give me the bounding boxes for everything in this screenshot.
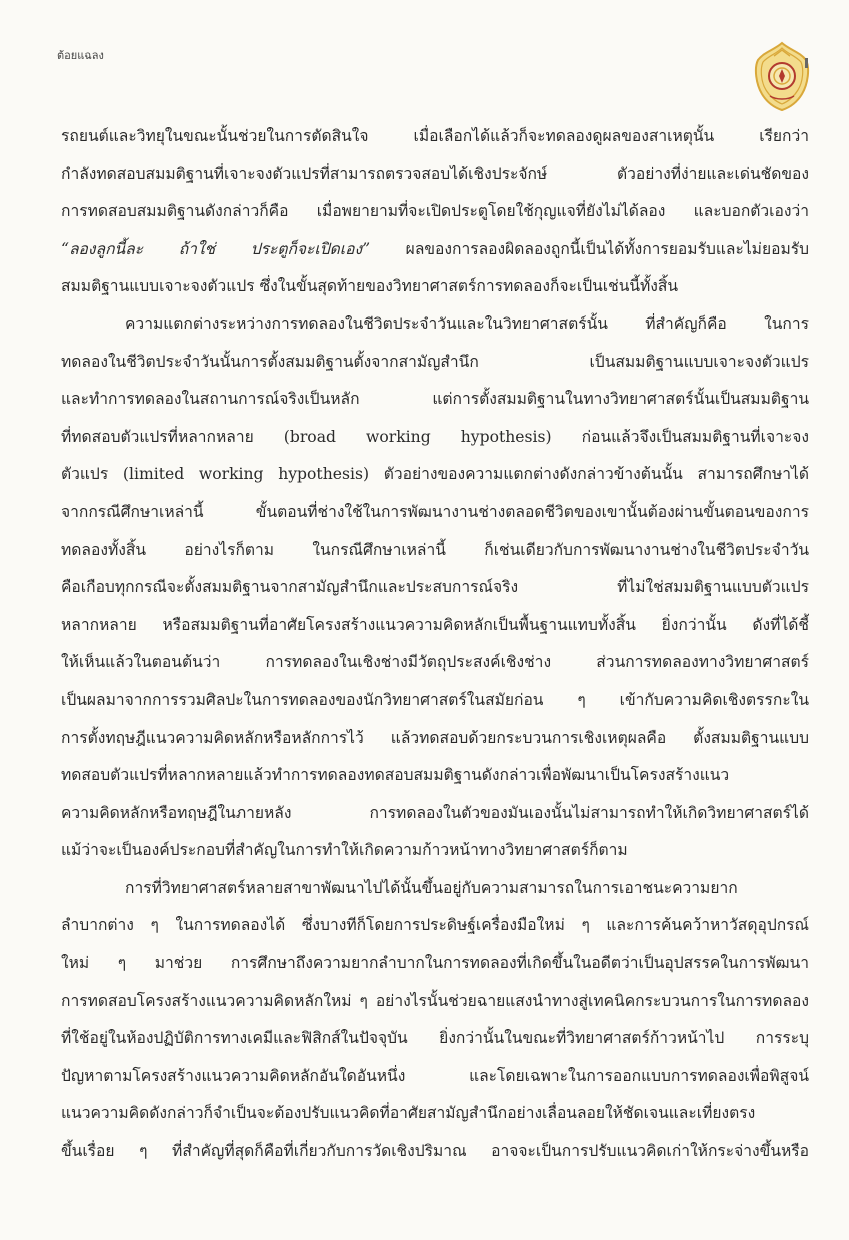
paragraph-2 [61,306,809,870]
text-line: ทดลองในชีวิตประจำวันนั้นการตั้งสมมติฐานตั้งจากสามัญสำนึก เป็นสมมติฐานแบบเจาะจงตัวแปร [61,352,809,371]
text-line: ทดสอบตัวแปรที่หลากหลายแล้วทำการทดลองทดสอบสมมติฐานดังกล่าวเพื่อพัฒนาเป็นโครงสร้างแนว [61,766,730,785]
text-line: กำลังทดสอบสมมติฐานที่เจาะจงตัวแปรที่สามารถตรวจสอบได้เชิงประจักษ์ ตัวอย่างที่ง่ายและเด่นชัดของ [61,164,809,183]
text-line: แนวความคิดดังกล่าวก็จำเป็นจะต้องปรับแนวคิดที่อาศัยสามัญสำนึกอย่างเลื่อนลอยให้ชัดเจนและเที่ยงตรง [61,1104,756,1123]
text-line: ความคิดหลักหรือทฤษฎีในภายหลัง การทดลองในตัวของมันเองนั้นไม่สามารถทำให้เกิดวิทยาศาสตร์ได้ [61,803,809,822]
paragraph-3 [61,870,809,1171]
text-line: ขึ้นเรื่อย ๆ ที่สำคัญที่สุดก็คือที่เกี่ยวกับการวัดเชิงปริมาณ อาจจะเป็นการปรับแนวคิดเก่าให้กระจ่างขึ้นหรือ [61,1142,809,1161]
text-line: รถยนต์และวิทยุในขณะนั้นช่วยในการตัดสินใจ เมื่อเลือกได้แล้วก็จะทดลองดูผลของสาเหตุนั้น เรียกว่า [61,127,809,145]
text-line: ให้เห็นแล้วในตอนต้นว่า การทดลองในเชิงช่างมีวัตถุประสงค์เชิงช่าง ส่วนการทดลองทางวิทยาศาสตร์ [61,653,809,672]
quoted-phrase: “ลองลูกนี้ละ ถ้าใช่ ประตูก็จะเปิดเอง” [61,239,371,258]
text-line: แม้ว่าจะเป็นองค์ประกอบที่สำคัญในการทำให้เกิดความก้าวหน้าทางวิทยาศาสตร์ก็ตาม [61,841,628,860]
text-line: หลากหลาย หรือสมมติฐานที่อาศัยโครงสร้างแนวความคิดหลักเป็นพื้นฐานแทบทั้งสิ้น ยิ่งกว่านั้น ดังที่ได้ชี้ [61,615,809,634]
text-line: ลำบากต่าง ๆ ในการทดลองได้ ซึ่งบางทีก็โดยการประดิษฐ์เครื่องมือใหม่ ๆ และการค้นคว้าหาวัสดุอุปกรณ์ [61,916,809,935]
text-line: ที่ทดสอบตัวแปรที่หลากหลาย (broad working hypothesis) ก่อนแล้วจึงเป็นสมมติฐานที่เจาะจง [61,427,809,446]
university-seal-logo [752,40,812,112]
text-line [61,231,809,269]
text-line: การที่วิทยาศาสตร์หลายสาขาพัฒนาไปได้นั้นขึ้นอยู่กับความสามารถในการเอาชนะความยาก [125,878,738,897]
text-line: ใหม่ ๆ มาช่วย การศึกษาถึงความยากลำบากในการทดลองที่เกิดขึ้นในอดีตว่าเป็นอุปสรรคในการพัฒนา [61,954,809,973]
text-line: การทดสอบสมมติฐานดังกล่าวก็คือ เมื่อพยายามที่จะเปิดประตูโดยใช้กุญแจที่ยังไม่ได้ลอง และบอกตัวเองว่า [61,202,809,221]
text-span: ผลของการลองผิดลองถูกนี้เป็นได้ทั้งการยอมรับและไม่ยอมรับ [370,239,809,258]
text-line: การทดสอบโครงสร้างแนวความคิดหลักใหม่ ๆ อย่างไรนั้นช่วยฉายแสงนำทางสู่เทคนิคกระบวนการในการทดลอง [61,991,809,1010]
text-line: การตั้งทฤษฎีแนวความคิดหลักหรือหลักการไว้ แล้วทดสอบด้วยกระบวนการเชิงเหตุผลคือ ตั้งสมมติฐานแบบ [61,728,809,747]
text-line: ปัญหาตามโครงสร้างแนวความคิดหลักอันใดอันหนึ่ง และโดยเฉพาะในการออกแบบการทดลองเพื่อพิสูจน์ [61,1066,809,1085]
text-line: ตัวแปร (limited working hypothesis) ตัวอย่างของความแตกต่างดังกล่าวข้างต้นนั้น สามารถศึกษาได้ [61,465,809,484]
text-line: คือเกือบทุกกรณีจะตั้งสมมติฐานจากสามัญสำนึกและประสบการณ์จริง ที่ไม่ใช่สมมติฐานแบบตัวแปร [61,578,809,597]
text-line: ที่ใช้อยู่ในห้องปฏิบัติการทางเคมีและฟิสิกส์ในปัจจุบัน ยิ่งกว่านั้นในขณะที่วิทยาศาสตร์ก้าวหน้าไป การระบุ [61,1029,809,1048]
text-line: ทดลองทั้งสิ้น อย่างไรก็ตาม ในกรณีศึกษาเหล่านี้ ก็เช่นเดียวกับการพัฒนางานช่างในชีวิตประจำวัน [61,540,809,559]
text-line: ความแตกต่างระหว่างการทดลองในชีวิตประจำวันและในวิทยาศาสตร์นั้น ที่สำคัญก็คือ ในการ [125,314,809,333]
text-line: สมมติฐานแบบเจาะจงตัวแปร ซึ่งในขั้นสุดท้ายของวิทยาศาสตร์การทดลองก็จะเป็นเช่นนี้ทั้งสิ้น [61,277,679,296]
text-line: เป็นผลมาจากการรวมศิลปะในการทดลองของนักวิทยาศาสตร์ในสมัยก่อน ๆ เข้ากับความคิดเชิงตรรกะใน [61,690,809,709]
text-line: และทำการทดลองในสถานการณ์จริงเป็นหลัก แต่การตั้งสมมติฐานในทางวิทยาศาสตร์นั้นเป็นสมมติฐาน [61,390,809,409]
body-text [61,118,809,1171]
paragraph-1 [61,118,809,306]
header-note: ต้อยแฉลง [57,49,104,62]
page-edge-mark [805,58,808,68]
text-line: จากกรณีศึกษาเหล่านี้ ขั้นตอนที่ช่างใช้ในการพัฒนางานช่างตลอดชีวิตของเขานั้นต้องผ่านขั้นตอนของการ [61,502,809,521]
